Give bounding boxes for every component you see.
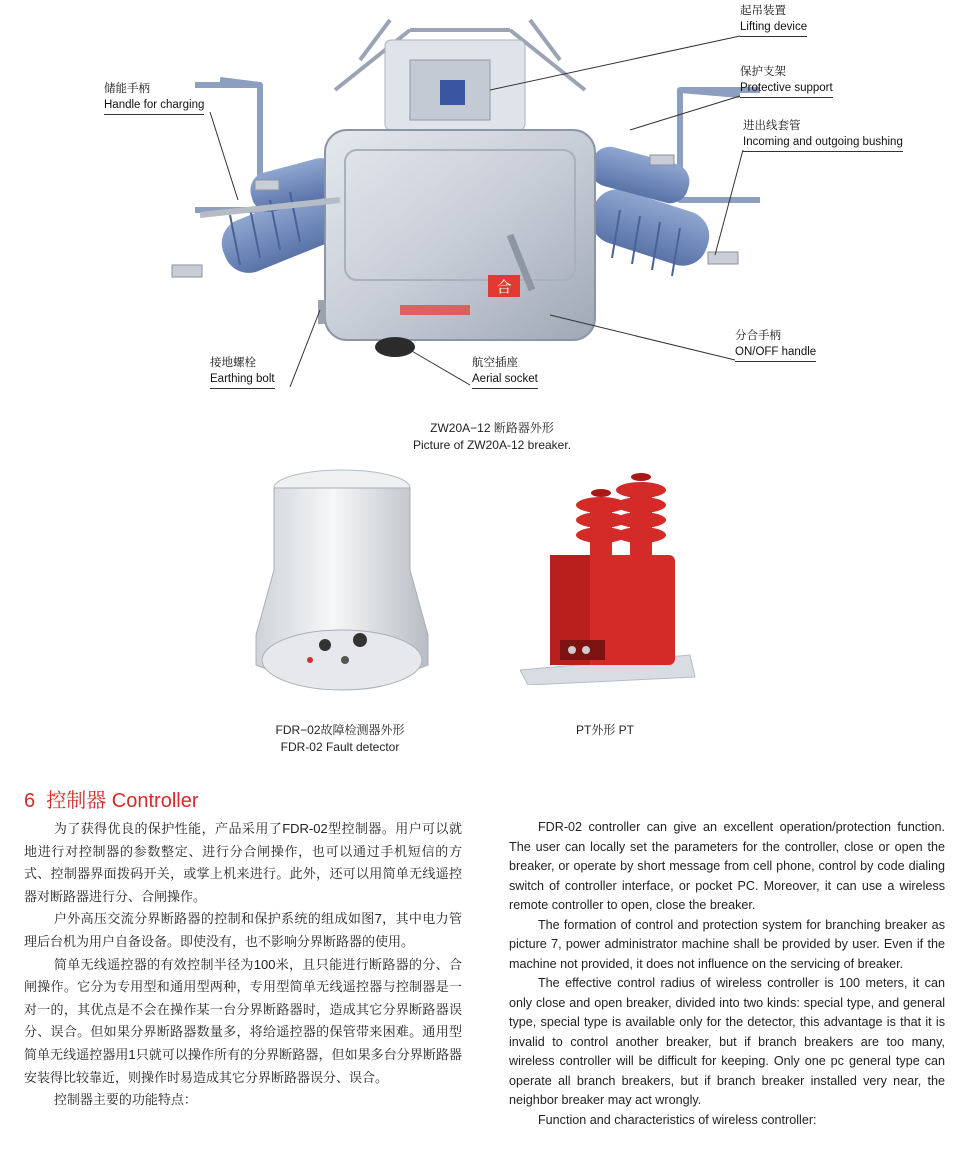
breaker-caption-zh: ZW20A−12 断路器外形 bbox=[430, 421, 554, 435]
zh-paragraph: 控制器主要的功能特点： bbox=[53, 1092, 197, 1108]
breaker-caption bbox=[392, 420, 592, 454]
callout-bushing-zh: 进出线套管 bbox=[743, 120, 801, 132]
english-text-column bbox=[509, 818, 945, 1130]
section-heading bbox=[24, 784, 199, 813]
en-paragraph: FDR-02 controller can give an excellent operation/protection function. The user can locally set the parameters for the controller, close or open the breaker, or operate by short message from cell phone, control by code dialing switch of controller interface, or pocket PC. Moreover, it can use a wireless remote controller to open, close the breaker. bbox=[509, 820, 945, 912]
detector-caption bbox=[240, 722, 440, 756]
callout-aerial-en: Aerial socket bbox=[472, 371, 538, 389]
callout-earthing-zh: 接地螺栓 bbox=[210, 357, 256, 369]
callout-protective-en: Protective support bbox=[740, 80, 833, 98]
en-paragraph: Function and characteristics of wireless controller: bbox=[537, 1112, 817, 1127]
section-title: 控制器 Controller bbox=[46, 790, 199, 812]
detector-caption-zh: FDR−02故障检测器外形 bbox=[275, 723, 405, 737]
en-paragraph: The formation of control and protection system for branching breaker as picture 7, power administrator machine shall be provided by user. Even if the machine not provided, it does not influence on the servicing of breaker. bbox=[509, 917, 945, 971]
callout-aerial bbox=[472, 355, 538, 389]
callout-onoff-en: ON/OFF handle bbox=[735, 344, 816, 362]
callout-protective bbox=[740, 64, 833, 98]
callout-protective-zh: 保护支架 bbox=[740, 66, 786, 78]
detector-caption-en: FDR-02 Fault detector bbox=[280, 740, 400, 754]
callout-earthing bbox=[210, 355, 275, 389]
callout-earthing-en: Earthing bolt bbox=[210, 371, 275, 389]
fault-detector-image bbox=[250, 460, 440, 700]
callout-charging-en: Handle for charging bbox=[104, 97, 204, 115]
zh-paragraph: 户外高压交流分界断路器的控制和保护系统的组成如图7，其中电力管理后台机为用户自备设备。即使没有，也不影响分界断路器的使用。 bbox=[24, 911, 462, 949]
pt-caption: PT外形 PT bbox=[575, 723, 634, 737]
callout-lifting-zh: 起吊装置 bbox=[740, 5, 786, 17]
pt-image bbox=[520, 465, 700, 685]
breaker-caption-en: Picture of ZW20A-12 breaker. bbox=[412, 438, 572, 452]
callout-onoff bbox=[735, 328, 816, 362]
zh-paragraph: 为了获得优良的保护性能，产品采用了FDR-02型控制器。用户可以就地进行对控制器的参数整定、进行分合闸操作，也可以通过手机短信的方式、控制器界面拨码开关，或掌上机来进行。此外，还可以用简单无线遥控器对断路器进行分、合闸操作。 bbox=[24, 821, 462, 904]
callout-onoff-zh: 分合手柄 bbox=[735, 330, 781, 342]
close-marking: 合 bbox=[496, 278, 512, 296]
callout-charging bbox=[104, 81, 204, 115]
chinese-text-column bbox=[24, 818, 462, 1112]
callout-charging-zh: 储能手柄 bbox=[104, 83, 150, 95]
zh-paragraph: 简单无线遥控器的有效控制半径为100米，且只能进行断路器的分、合闸操作。它分为专用型和通用型两种，专用型简单无线遥控器与控制器是一对一的，其优点是不会在操作某一台分界断路器时，造成其它分界断路器误分、误合。但如果分界断路器数量多，将给遥控器的保管带来困难。通用型简单无线遥控器用1只就可以操作所有的分界断路器，但如果多台分界断路器安装得比较靠近，则操作时易造成其它分界断路器误分、误合。 bbox=[24, 956, 462, 1085]
callout-bushing bbox=[743, 118, 903, 152]
section-number: 6 bbox=[24, 790, 36, 812]
en-paragraph: The effective control radius of wireless controller is 100 meters, it can only close and open breaker, divided into two kinds: special type, and general type, special type is available only for the detector, this advantage is that it is invalid to control another breaker, but if branch breakers are too many, wireless controller will be difficult for keeping. Only one pc general type can operate all branch breakers, but if branch breaker installed very near, the neighbor breaker may act wrongly. bbox=[509, 976, 945, 1107]
callout-lifting-en: Lifting device bbox=[740, 19, 807, 37]
callout-bushing-en: Incoming and outgoing bushing bbox=[743, 134, 903, 152]
callout-aerial-zh: 航空插座 bbox=[472, 357, 518, 369]
callout-lifting bbox=[740, 3, 807, 37]
